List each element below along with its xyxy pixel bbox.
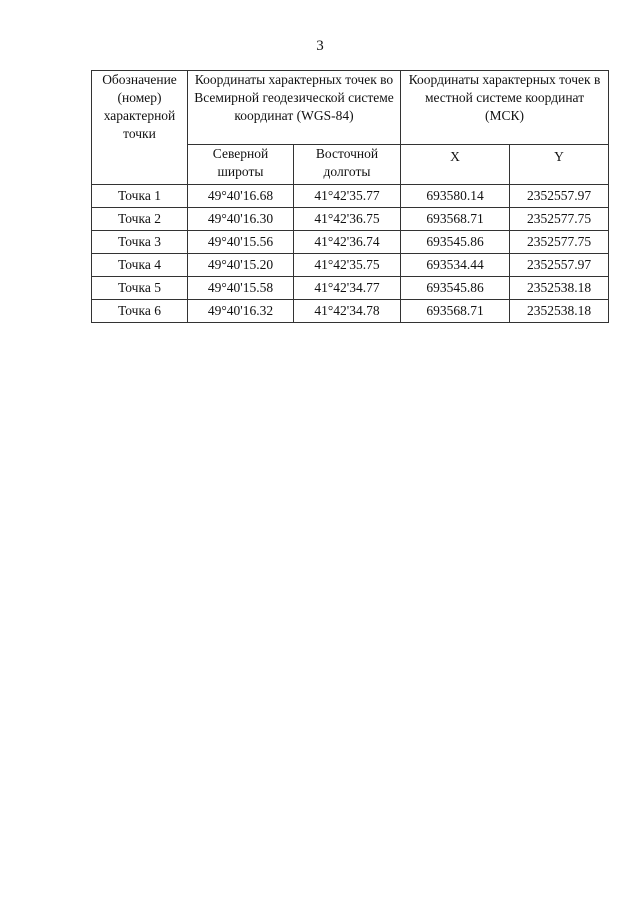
point-latitude: 49°40'15.56 — [188, 231, 294, 254]
point-x: 693545.86 — [401, 231, 510, 254]
point-latitude: 49°40'15.58 — [188, 277, 294, 300]
header-north-latitude: Северной широты — [188, 145, 294, 185]
header-designation: Обозначение (номер) характерной точки — [92, 71, 188, 185]
point-name: Точка 3 — [92, 231, 188, 254]
header-y: Y — [510, 145, 609, 185]
point-name: Точка 6 — [92, 300, 188, 323]
point-x: 693568.71 — [401, 208, 510, 231]
header-msk-group: Координаты характерных точек в местной системе координат (МСК) — [401, 71, 609, 145]
table-row — [92, 208, 609, 231]
point-x: 693545.86 — [401, 277, 510, 300]
header-east-longitude: Восточной долготы — [294, 145, 401, 185]
point-x: 693580.14 — [401, 185, 510, 208]
point-x: 693568.71 — [401, 300, 510, 323]
point-y: 2352538.18 — [510, 300, 609, 323]
page-number: 3 — [316, 38, 324, 54]
point-y: 2352557.97 — [510, 185, 609, 208]
point-name: Точка 4 — [92, 254, 188, 277]
point-latitude: 49°40'15.20 — [188, 254, 294, 277]
point-latitude: 49°40'16.32 — [188, 300, 294, 323]
table-row — [92, 300, 609, 323]
point-latitude: 49°40'16.68 — [188, 185, 294, 208]
point-longitude: 41°42'35.75 — [294, 254, 401, 277]
point-y: 2352538.18 — [510, 277, 609, 300]
point-name: Точка 1 — [92, 185, 188, 208]
table-row — [92, 254, 609, 277]
header-x: X — [401, 145, 510, 185]
table-row — [92, 231, 609, 254]
table-row — [92, 185, 609, 208]
coordinates-table — [91, 70, 609, 323]
point-longitude: 41°42'36.75 — [294, 208, 401, 231]
point-name: Точка 2 — [92, 208, 188, 231]
table-row — [92, 277, 609, 300]
table-header-row — [92, 71, 609, 145]
point-x: 693534.44 — [401, 254, 510, 277]
point-y: 2352577.75 — [510, 231, 609, 254]
header-wgs-group: Координаты характерных точек во Всемирной геодезической системе координат (WGS-84) — [188, 71, 401, 145]
point-longitude: 41°42'34.78 — [294, 300, 401, 323]
point-longitude: 41°42'34.77 — [294, 277, 401, 300]
point-name: Точка 5 — [92, 277, 188, 300]
point-y: 2352577.75 — [510, 208, 609, 231]
point-y: 2352557.97 — [510, 254, 609, 277]
point-latitude: 49°40'16.30 — [188, 208, 294, 231]
point-longitude: 41°42'35.77 — [294, 185, 401, 208]
point-longitude: 41°42'36.74 — [294, 231, 401, 254]
